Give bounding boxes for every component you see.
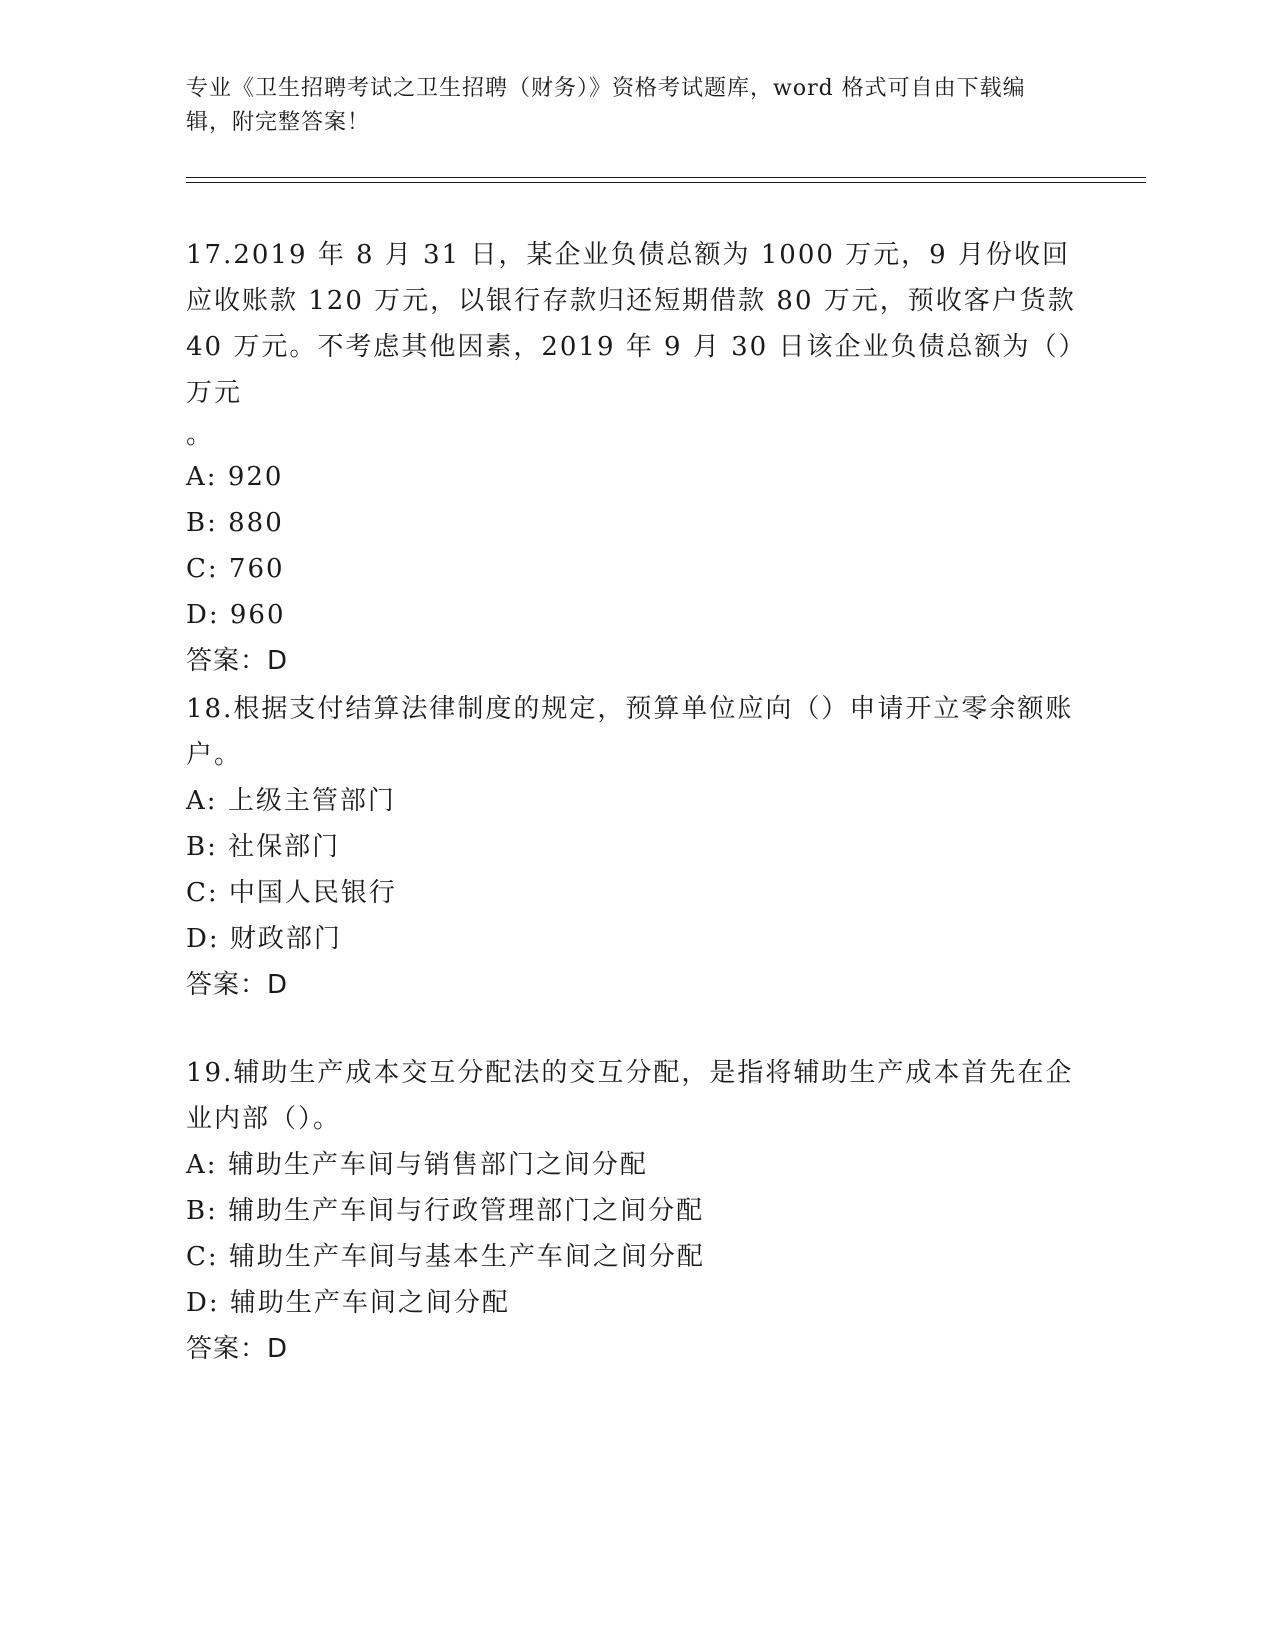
option-text: 财政部门 <box>229 924 342 954</box>
question-stem: 18.根据支付结算法律制度的规定，预算单位应向（）申请开立零余额账户。 <box>186 694 1074 770</box>
option-letter: C: <box>186 878 219 908</box>
option-c <box>186 1234 1086 1280</box>
question-stem: 17.2019 年 8 月 31 日，某企业负债总额为 1000 万元，9 月份收回应收账款 120 万元，以银行存款归还短期借款 80 万元，预收客户货款 40 万元。不考虑其他因素，2019 年 9 月 30 日该企业负债总额为（）万元 <box>186 240 1076 408</box>
option-text: 880 <box>228 508 284 538</box>
option-text: 960 <box>229 600 286 630</box>
option-letter: C: <box>186 1242 219 1272</box>
option-letter: A: <box>186 462 218 492</box>
question-stem-trail: 。 <box>186 420 215 450</box>
question-stem: 19.辅助生产成本交互分配法的交互分配，是指将辅助生产成本首先在企业内部（）。 <box>186 1058 1074 1134</box>
option-letter: A: <box>186 1150 218 1180</box>
answer-line: 答案：D <box>186 646 289 676</box>
option-a <box>186 454 1086 500</box>
option-b <box>186 824 1086 870</box>
option-text: 中国人民银行 <box>228 878 397 908</box>
option-c <box>186 546 1086 592</box>
header-text: 专业《卫生招聘考试之卫生招聘（财务）》资格考试题库，word 格式可自由下载编辑，附完整答案！ <box>186 76 1026 135</box>
option-a <box>186 1142 1086 1188</box>
option-text: 社保部门 <box>228 832 341 862</box>
option-text: 辅助生产车间之间分配 <box>229 1288 510 1318</box>
option-d <box>186 916 1086 962</box>
option-letter: D: <box>186 600 220 630</box>
option-letter: D: <box>186 924 220 954</box>
option-text: 920 <box>227 462 284 492</box>
question-19 <box>186 1050 1086 1372</box>
option-text: 辅助生产车间与基本生产车间之间分配 <box>228 1242 705 1272</box>
option-b <box>186 500 1086 546</box>
option-text: 上级主管部门 <box>227 786 396 816</box>
option-d <box>186 1280 1086 1326</box>
document-header <box>186 72 1066 140</box>
option-b <box>186 1188 1086 1234</box>
option-letter: B: <box>186 1196 218 1226</box>
header-divider-bottom <box>186 182 1146 183</box>
answer-line: 答案：D <box>186 970 289 1000</box>
option-c <box>186 870 1086 916</box>
question-18 <box>186 686 1086 1008</box>
option-a <box>186 778 1086 824</box>
option-letter: B: <box>186 832 218 862</box>
option-letter: C: <box>186 554 219 584</box>
option-d <box>186 592 1086 638</box>
option-letter: B: <box>186 508 218 538</box>
option-text: 辅助生产车间与销售部门之间分配 <box>227 1150 648 1180</box>
option-letter: D: <box>186 1288 220 1318</box>
option-text: 辅助生产车间与行政管理部门之间分配 <box>228 1196 705 1226</box>
answer-line: 答案：D <box>186 1334 289 1364</box>
question-17 <box>186 232 1086 684</box>
option-letter: A: <box>186 786 218 816</box>
option-text: 760 <box>228 554 285 584</box>
header-divider-top <box>186 177 1146 178</box>
